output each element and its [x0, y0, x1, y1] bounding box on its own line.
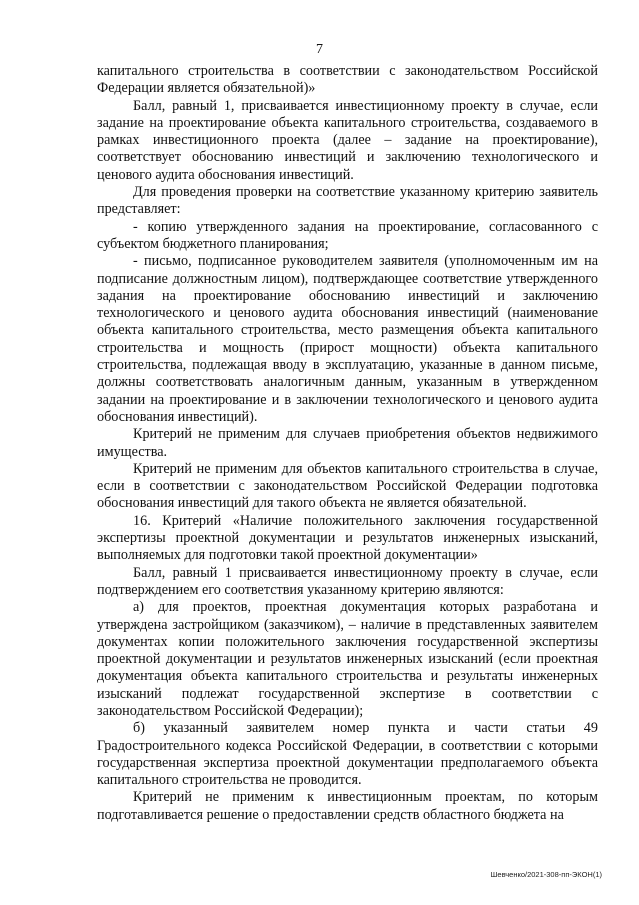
footer-document-code: Шевченко/2021-308-пп-ЭКОН(1) [490, 870, 602, 879]
document-body [97, 63, 598, 824]
paragraph: а) для проектов, проектная документация которых разработана и утверждена застройщиком (заказчиком), – наличие в представленных заявителем документах копии положительного заключения государственной экспертизы проектной документации и результатов инженерных изысканий (если проектная документация объекта капитального строительства и результаты инженерных изысканий подлежат государственной экспертизе в соответствии с законодательством Российской Федерации); [97, 599, 598, 719]
paragraph: - копию утвержденного задания на проектирование, согласованного с субъектом бюджетного планирования; [97, 218, 598, 252]
page-number: 7 [316, 42, 323, 57]
paragraph: Критерий не применим для случаев приобретения объектов недвижимого имущества. [97, 426, 598, 460]
paragraph: Балл, равный 1, присваивается инвестиционному проекту в случае, если задание на проектирование объекта капитального строительства, создаваемого в рамках инвестиционного проекта (далее – задание на проектирование), соответствует обоснованию инвестиций и заключению технологического и ценового аудита обоснования инвестиций. [97, 97, 598, 183]
paragraph: Критерий не применим для объектов капитального строительства в случае, если в соответствии с законодательством Российской Федерации подготовка обоснования инвестиций для такого объекта не является обязательной. [97, 460, 598, 512]
paragraph: Критерий не применим к инвестиционным проектам, по которым подготавливается решение о предоставлении средств областного бюджета на [97, 789, 598, 823]
paragraph: 16. Критерий «Наличие положительного заключения государственной экспертизы проектной документации и результатов инженерных изысканий, выполняемых для подготовки такой проектной документации» [97, 512, 598, 564]
paragraph: Для проведения проверки на соответствие указанному критерию заявитель представляет: [97, 184, 598, 218]
paragraph: б) указанный заявителем номер пункта и части статьи 49 Градостроительного кодекса Российской Федерации, в соответствии с которыми государственная экспертиза проектной документации предполагаемого объекта капитального строительства не проводится. [97, 720, 598, 789]
paragraph: - письмо, подписанное руководителем заявителя (уполномоченным им на подписание должностным лицом), подтверждающее соответствие утвержденного задания на проектирование обоснованию инвестиций и заключению технологического и ценового аудита обоснования инвестиций (наименование объекта капитального строительства, место размещения объекта капитального строительства и мощность (прирост мощности) объекта капитального строительства, подлежащая вводу в эксплуатацию, указанные в данном письме, должны соответствовать аналогичным данным, указанным в утвержденном задании на проектирование и в заключении технологического и ценового аудита обоснования инвестиций). [97, 253, 598, 425]
paragraph: капитального строительства в соответствии с законодательством Российской Федерации является обязательной)» [97, 63, 598, 97]
paragraph: Балл, равный 1 присваивается инвестиционному проекту в случае, если подтверждением его соответствия указанному критерию являются: [97, 564, 598, 598]
